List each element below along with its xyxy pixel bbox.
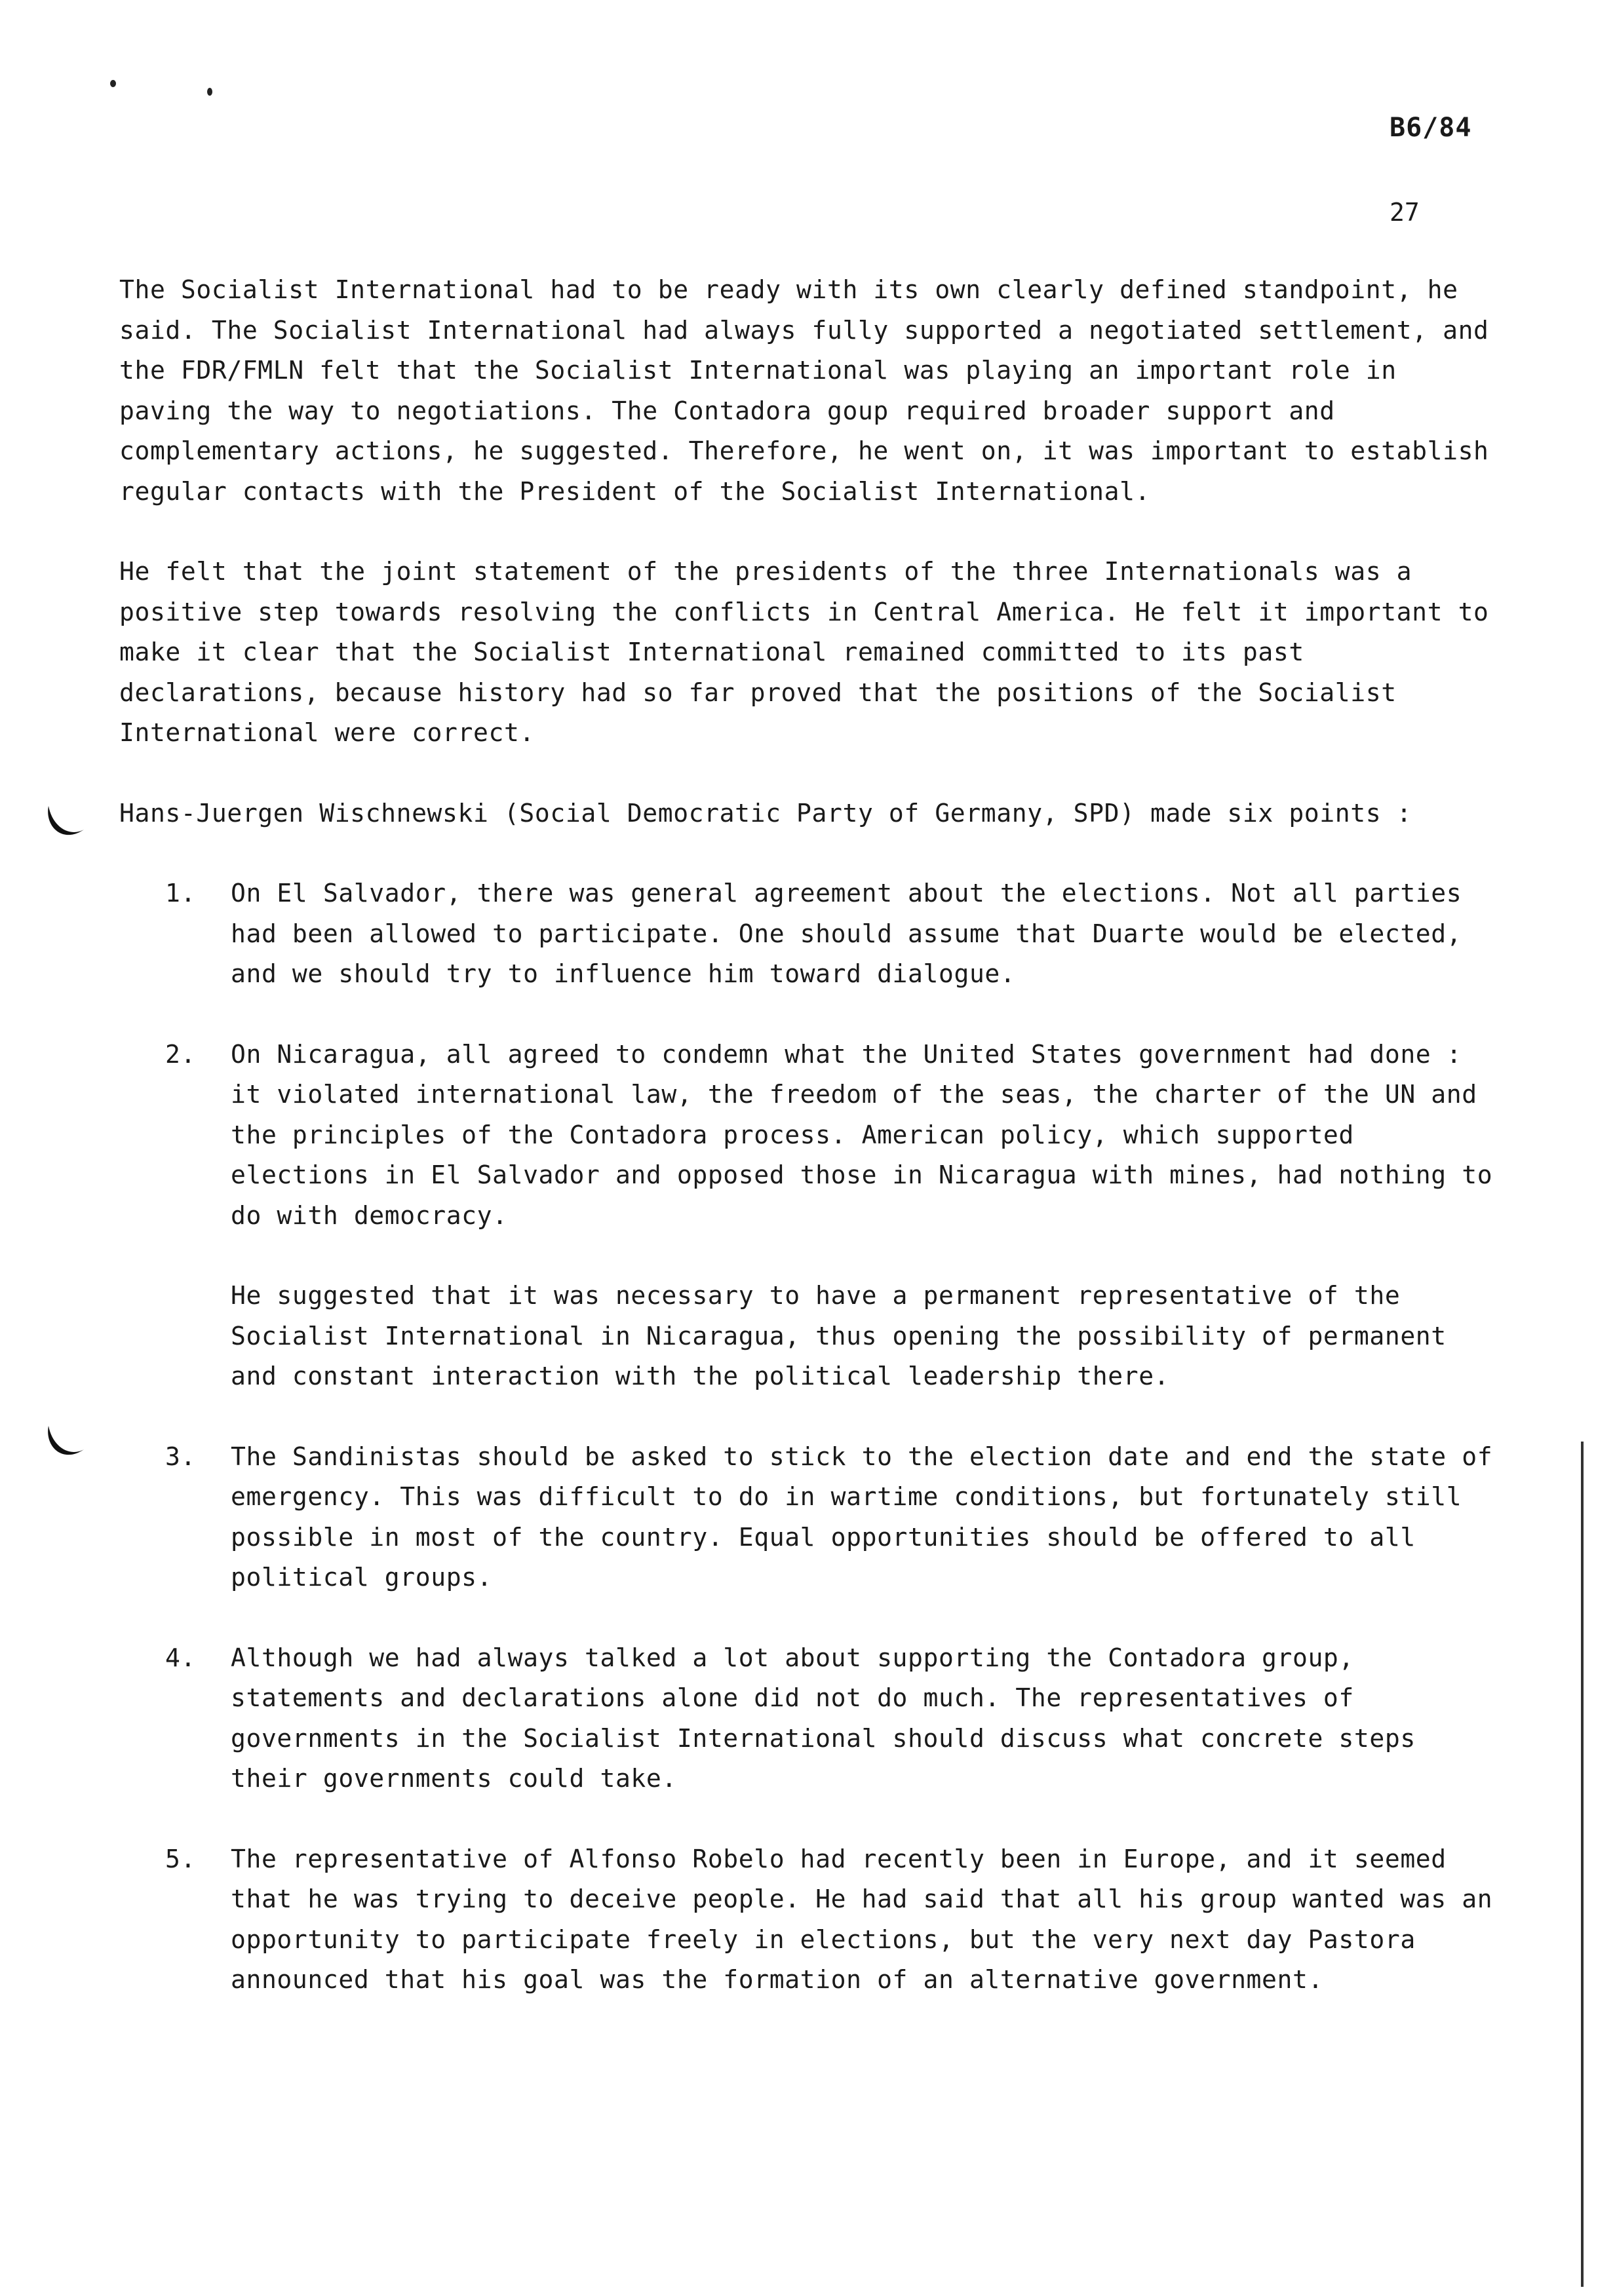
paragraph: He felt that the joint statement of the presidents of the three Internationals was a positive step towards resolving the conflicts in Central America. He felt it important to make it clear that the Socialist International remained committed to its past declarations, because history had so far proved that the positions of the Socialist International were correct. — [119, 557, 1489, 747]
list-item-subparagraph: He suggested that it was necessary to have a permanent representative of the Socialist International in Nicaragua, thus opening the possibility of permanent and constant interaction with the political leadership there. — [231, 1281, 1447, 1390]
punch-hole-mark-icon — [43, 801, 89, 847]
list-item-number: 5. — [165, 1844, 196, 1873]
list-item-text: On Nicaragua, all agreed to condemn what the United States government had done : it violated international law, the freedom of the seas, the charter of the UN and the principles of the Contadora process. American policy, which supported elections in El Salvador and opposed those in Nicaragua with mines, had nothing to do with democracy. — [231, 1039, 1493, 1230]
ink-speck — [207, 88, 212, 96]
list-item-number: 2. — [165, 1039, 196, 1069]
list-item — [119, 873, 1496, 995]
ink-speck — [110, 80, 116, 87]
document-body — [119, 270, 1496, 2040]
list-item-text: The representative of Alfonso Robelo had recently been in Europe, and it seemed that he was trying to deceive people. He had said that all his group wanted was an opportunity to participate freely in elections, but the very next day Pastora announced that his goal was the formation of an alternative government. — [231, 1844, 1493, 1994]
list-item-text: The Sandinistas should be asked to stick to the election date and end the state of emergency. This was difficult to do in wartime conditions, but fortunately still possible in most of the country. Equal opportunities should be offered to all political groups. — [231, 1442, 1493, 1592]
list-item-text: Although we had always talked a lot about supporting the Contadora group, statements and declarations alone did not do much. The representatives of governments in the Socialist International should discuss what concrete steps their governments could take. — [231, 1643, 1416, 1793]
page-edge-line — [1581, 1442, 1584, 2287]
list-item-text: On El Salvador, there was general agreement about the elections. Not all parties had been allowed to participate. One should assume that Duarte would be elected, and we should try to influence him toward dialogue. — [231, 879, 1462, 988]
paragraph: The Socialist International had to be ready with its own clearly defined standpoint, he said. The Socialist International had always fully supported a negotiated settlement, and the FDR/FMLN felt that the Socialist International was playing an important role in paving the way to negotiations. The Contadora goup required broader support and complementary actions, he suggested. Therefore, he went on, it was important to establish regular contacts with the President of the Socialist International. — [119, 275, 1489, 506]
page-number: 27 — [1390, 198, 1420, 227]
list-item — [119, 1839, 1496, 2000]
speaker-intro: Hans-Juergen Wischnewski (Social Democratic Party of Germany, SPD) made six points : — [119, 798, 1412, 828]
list-item — [119, 1638, 1496, 1799]
list-item-number: 4. — [165, 1643, 196, 1672]
list-item — [119, 1035, 1496, 1236]
document-reference: B6/84 — [1390, 113, 1472, 143]
punch-hole-mark-icon — [43, 1421, 89, 1466]
list-item — [119, 1437, 1496, 1598]
list-item-number: 1. — [165, 879, 196, 908]
list-item-number: 3. — [165, 1442, 196, 1471]
